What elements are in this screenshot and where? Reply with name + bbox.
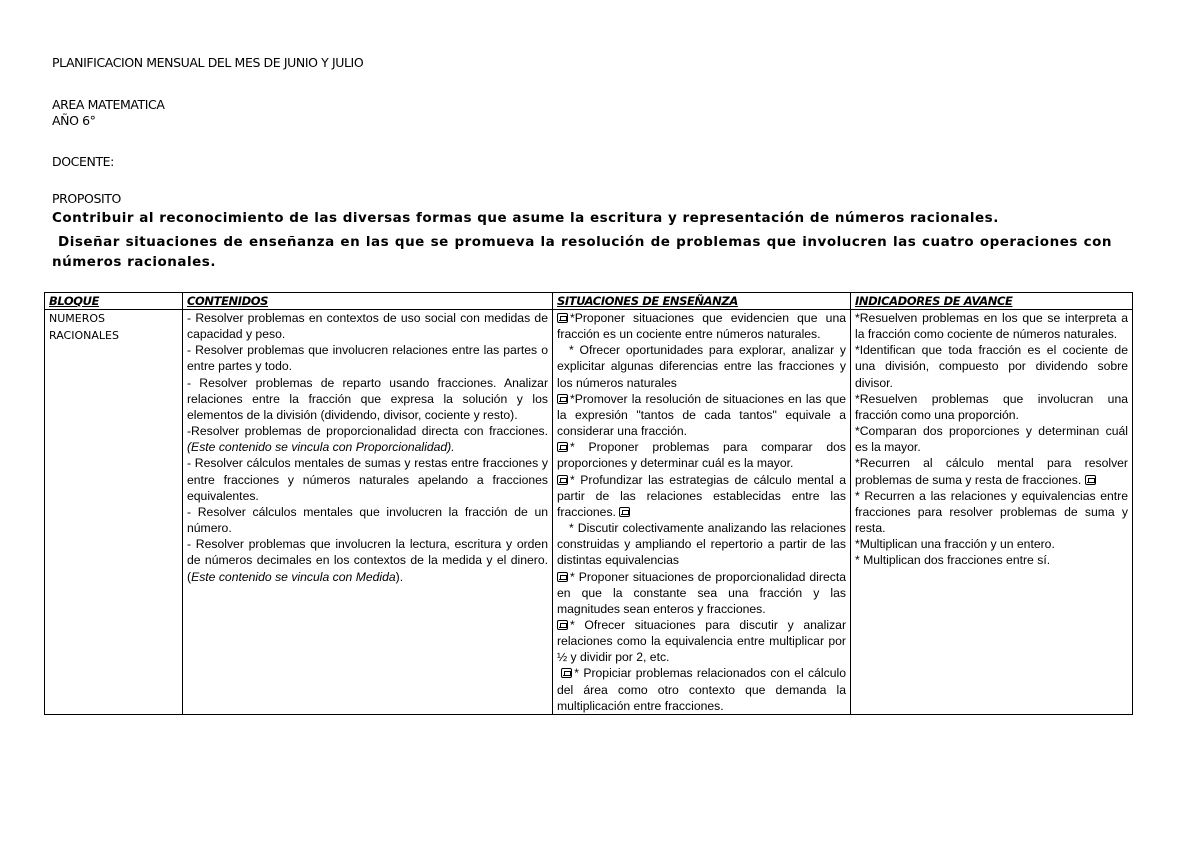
year-label: AÑO 6°	[52, 113, 96, 128]
bloque-line: NUMEROS	[49, 312, 106, 325]
indicator-text: *Recurren al cálculo mental para resolver problemas de suma y resta de fracciones.	[855, 456, 1128, 487]
situation-text: * Profundizar las estrategias de cálculo mental a partir de las relaciones establecidas entre las fracciones.	[557, 472, 846, 519]
book-icon	[557, 313, 568, 323]
bloque-line: RACIONALES	[49, 329, 119, 342]
content-text: - Resolver problemas que involucren la lectura, escritura y orden de números decimales en los contextos de la medida y el dinero. (	[187, 537, 548, 584]
content-text: -Resolver problemas de proporcionalidad directa con fracciones.	[187, 424, 548, 439]
book-icon	[557, 620, 568, 630]
situation-text: * Ofrecer situaciones para discutir y analizar relaciones como la equivalencia entre multiplicar por ½ y dividir por 2, etc.	[557, 617, 846, 665]
indicator-item: * Recurren a las relaciones y equivalencias entre fracciones para resolver problemas de suma y resta.	[855, 488, 1128, 536]
book-icon	[561, 668, 572, 678]
content-item	[187, 536, 548, 584]
book-icon	[557, 394, 568, 404]
bloque-cell	[45, 310, 183, 715]
situation-text: *Proponer situaciones que evidencien que una fracción es un cociente entre números naturales.	[557, 311, 846, 342]
book-icon	[557, 572, 568, 582]
purpose-text-2: Diseñar situaciones de enseñanza en las que se promueva la resolución de problemas que involucren las cuatro operaciones con números racionales.	[52, 234, 1112, 270]
situation-item	[557, 310, 846, 342]
situation-item	[557, 665, 846, 713]
indicator-item	[855, 455, 1128, 487]
indicator-item: *Comparan dos proporciones y determinan cuál es la mayor.	[855, 424, 1128, 455]
area-label: AREA MATEMATICA	[52, 97, 165, 112]
indicadores-cell	[851, 310, 1133, 715]
indicator-item: *Resuelven problemas en los que se interpreta a la fracción como cociente de números naturales.	[855, 311, 1128, 342]
book-icon	[619, 507, 630, 517]
table-row	[45, 310, 1133, 715]
document-title: PLANIFICACION MENSUAL DEL MES DE JUNIO Y JULIO	[52, 55, 364, 70]
situaciones-cell	[553, 310, 851, 715]
situation-item	[557, 472, 846, 520]
situation-item	[557, 617, 846, 665]
planning-table	[44, 292, 1133, 715]
book-icon	[557, 442, 568, 452]
content-item	[187, 423, 548, 455]
situation-item	[557, 391, 846, 439]
table-header-row	[45, 293, 1133, 310]
indicator-item: *Resuelven problemas que involucran una fracción como una proporción.	[855, 391, 1128, 422]
contenidos-cell	[183, 310, 553, 715]
header-contenidos: CONTENIDOS	[183, 293, 553, 310]
book-icon	[1085, 475, 1096, 485]
content-item: - Resolver cálculos mentales de sumas y restas entre fracciones y entre fracciones y números naturales apelando a fracciones equivalentes.	[187, 456, 548, 503]
situation-text: * Proponer problemas para comparar dos proporciones y determinar cuál es la mayor.	[557, 440, 846, 471]
situation-item	[557, 439, 846, 471]
situation-text: * Proponer situaciones de proporcionalidad directa en que la constante sea una fracción y las magnitudes sean enteros y fracciones.	[557, 569, 846, 616]
situation-item	[557, 569, 846, 617]
content-item: - Resolver problemas de reparto usando fracciones. Analizar relaciones entre la fracción que expresa la solución y los elementos de la división (dividendo, divisor, cociente y resto).	[187, 375, 548, 422]
content-note: Este contenido se vincula con Medida	[191, 569, 396, 584]
purpose-label: PROPOSITO	[52, 191, 121, 206]
content-text: ).	[395, 569, 404, 584]
situation-item: * Discutir colectivamente analizando las relaciones construidas y ampliando el repertorio a partir de las distintas equivalencias	[557, 521, 846, 568]
indicator-item: *Multiplican una fracción y un entero.	[855, 537, 1055, 552]
indicator-item: * Multiplican dos fracciones entre sí.	[855, 553, 1051, 568]
book-icon	[557, 475, 568, 485]
header-situaciones: SITUACIONES DE ENSEÑANZA	[553, 293, 851, 310]
situation-text: *Promover la resolución de situaciones en las que la expresión "tantos de cada tantos" equivale a considerar una fracción.	[557, 391, 846, 439]
content-item: - Resolver problemas que involucren relaciones entre las partes o entre partes y todo.	[187, 343, 548, 374]
header-bloque: BLOQUE	[45, 293, 183, 310]
header-indicadores: INDICADORES DE AVANCE	[851, 293, 1133, 310]
situation-text: * Propiciar problemas relacionados con el cálculo del área como otro contexto que demanda la multiplicación entre fracciones.	[557, 666, 846, 713]
situation-item: * Ofrecer oportunidades para explorar, analizar y explicitar algunas diferencias entre las fracciones y los números naturales	[557, 343, 846, 390]
indicator-item: *Identifican que toda fracción es el cociente de una división, compuesto por dividendo sobre divisor.	[855, 343, 1128, 390]
purpose-text-1: Contribuir al reconocimiento de las diversas formas que asume la escritura y representación de números racionales.	[52, 210, 999, 226]
content-note: (Este contenido se vincula con Proporcionalidad).	[187, 440, 455, 455]
content-item: - Resolver cálculos mentales que involucren la fracción de un número.	[187, 504, 548, 536]
content-item: - Resolver problemas en contextos de uso social con medidas de capacidad y peso.	[187, 311, 548, 342]
teacher-label: DOCENTE:	[52, 154, 114, 169]
